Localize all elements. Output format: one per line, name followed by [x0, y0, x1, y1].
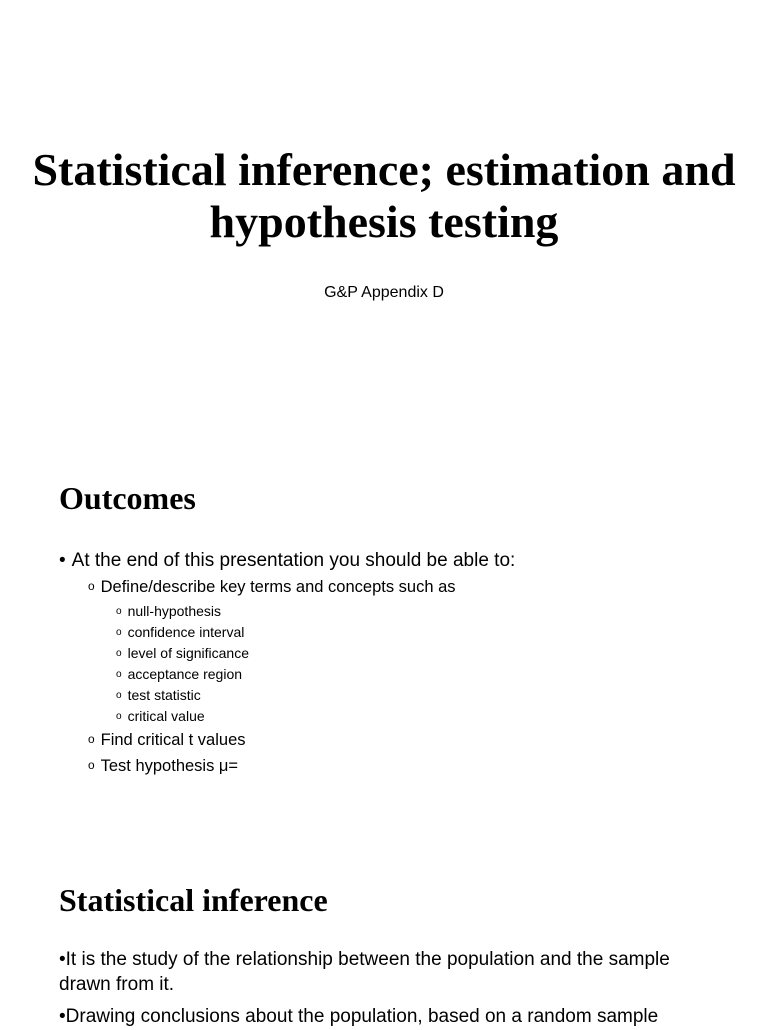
slide-title: Statistical inference; estimation and hypothesis testing [32, 144, 736, 247]
outcome-item-text: Define/describe key terms and concepts such as [100, 578, 456, 596]
title-slide [0, 0, 768, 420]
term-item [116, 666, 242, 682]
sub-bullet-marker: o [116, 605, 122, 617]
statistical-inference-slide [0, 870, 768, 1030]
slide-subtitle: G&P Appendix D [324, 284, 444, 301]
outcomes-heading: Outcomes [59, 480, 196, 516]
inference-paragraph-1: •It is the study of the relationship between the population and the sample drawn from it. [59, 949, 670, 995]
outcome-item-text: Test hypothesis μ= [100, 757, 239, 775]
term-item [116, 708, 205, 724]
term-item [116, 645, 249, 661]
outcome-item-text: Find critical t values [100, 731, 246, 749]
outcome-item-test-hypothesis [88, 757, 238, 776]
outcomes-intro-item [59, 550, 515, 572]
sub-bullet-marker: o [88, 578, 95, 593]
bullet-marker: • [59, 550, 66, 571]
outcome-item-define [88, 578, 456, 597]
outcomes-slide [0, 470, 768, 830]
term-item-text: level of significance [127, 645, 250, 661]
sub-bullet-marker: o [116, 668, 122, 680]
sub-bullet-marker: o [116, 647, 122, 659]
term-item [116, 687, 201, 703]
inference-heading: Statistical inference [59, 882, 328, 918]
term-item [116, 603, 221, 619]
sub-bullet-marker: o [116, 689, 122, 701]
outcomes-intro-text: At the end of this presentation you should be able to: [71, 550, 516, 571]
term-item-text: acceptance region [127, 666, 243, 682]
term-item-text: null-hypothesis [127, 603, 221, 619]
term-item-text: critical value [127, 708, 205, 724]
sub-bullet-marker: o [88, 731, 95, 746]
sub-bullet-marker: o [116, 710, 122, 722]
outcome-item-critical-t [88, 731, 246, 750]
term-item-text: confidence interval [127, 624, 245, 640]
inference-paragraph-2: •Drawing conclusions about the population, based on a random sample [59, 1006, 659, 1027]
term-item-text: test statistic [127, 687, 201, 703]
term-item [116, 624, 244, 640]
sub-bullet-marker: o [116, 626, 122, 638]
sub-bullet-marker: o [88, 757, 95, 772]
